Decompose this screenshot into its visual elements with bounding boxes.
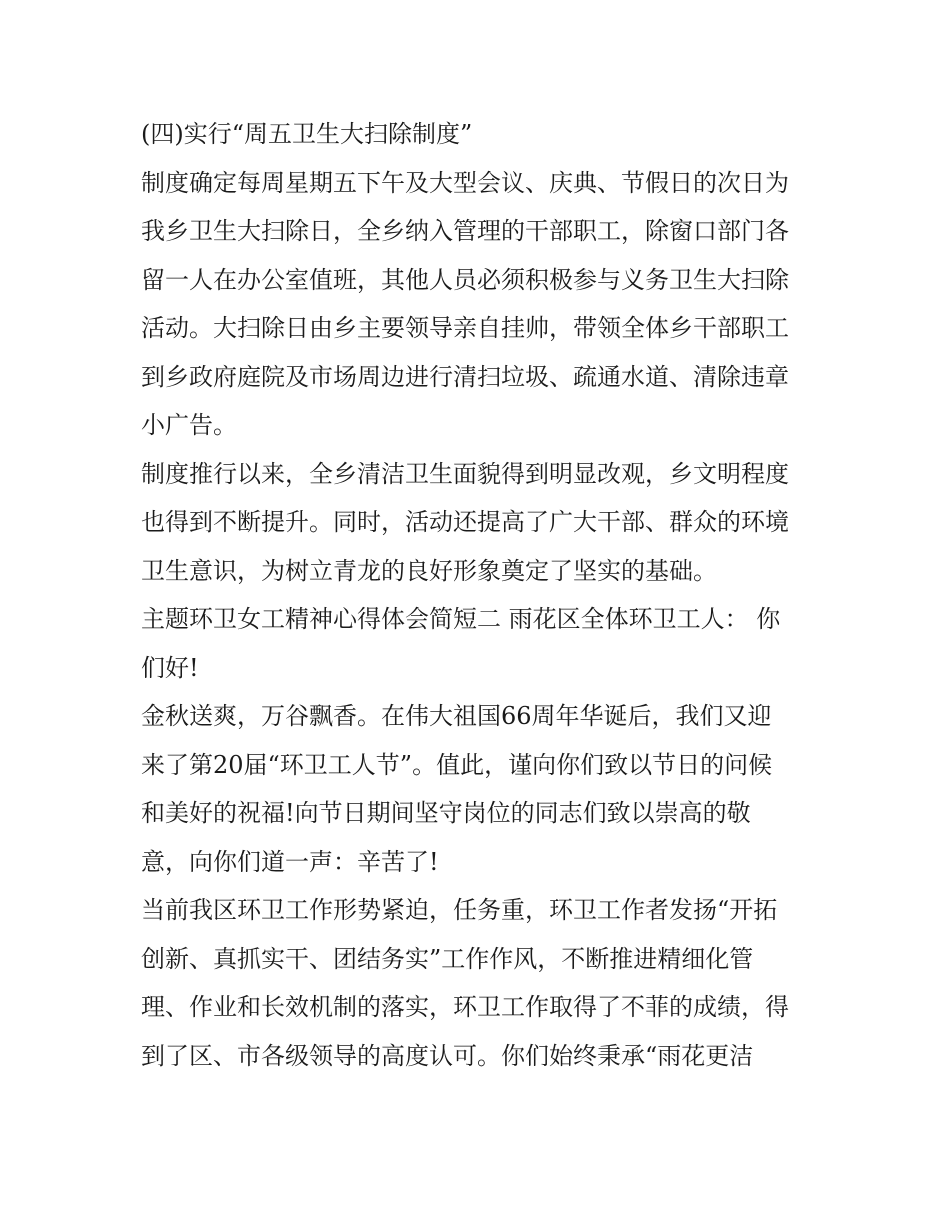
text-line: 制度确定每周星期五下午及大型会议、庆典、节假日的次日为 xyxy=(141,168,789,197)
text-line: 和美好的祝福!向节日期间坚守岗位的同志们致以崇高的敬 xyxy=(141,799,751,827)
text-line: 创新、真抓实干、团结务实”工作作风，不断推进精细化管 xyxy=(141,944,754,973)
text-line: 意，向你们道一声：辛苦了! xyxy=(141,847,439,876)
text-line: 当前我区环卫工作形势紧迫，任务重，环卫工作者发扬“开拓 xyxy=(141,896,778,924)
document-body xyxy=(141,110,813,1080)
text-line: 主题环卫女工精神心得体会简短二 雨花区全体环卫工人： 你 xyxy=(141,605,781,633)
text-line: 卫生意识，为树立青龙的良好形象奠定了坚实的基础。 xyxy=(141,556,717,585)
text-line: 留一人在办公室值班，其他人员必须积极参与义务卫生大扫除 xyxy=(141,265,789,294)
text-line: 活动。大扫除日由乡主要领导亲自挂帅，带领全体乡干部职工 xyxy=(141,314,789,342)
text-line: 小广告。 xyxy=(141,411,237,439)
text-line: 到了区、市各级领导的高度认可。你们始终秉承“雨花更洁 xyxy=(141,1041,754,1070)
text-line: 们好! xyxy=(141,653,199,682)
text-line: 到乡政府庭院及市场周边进行清扫垃圾、疏通水道、清除违章 xyxy=(141,362,789,391)
section-heading: (四)实行“周五卫生大扫除制度” xyxy=(141,120,473,148)
text-line: 理、作业和长效机制的落实，环卫工作取得了不菲的成绩，得 xyxy=(141,993,789,1021)
text-line: 来了第20届“环卫工人节”。值此，谨向你们致以节日的问候 xyxy=(141,750,773,779)
text-line: 也得到不断提升。同时，活动还提高了广大干部、群众的环境 xyxy=(141,508,789,536)
text-line: 制度推行以来，全乡清洁卫生面貌得到明显改观，乡文明程度 xyxy=(141,459,789,488)
text-line: 金秋送爽，万谷飘香。在伟大祖国66周年华诞后，我们又迎 xyxy=(141,702,772,730)
text-line: 我乡卫生大扫除日，全乡纳入管理的干部职工，除窗口部门各 xyxy=(141,217,789,245)
